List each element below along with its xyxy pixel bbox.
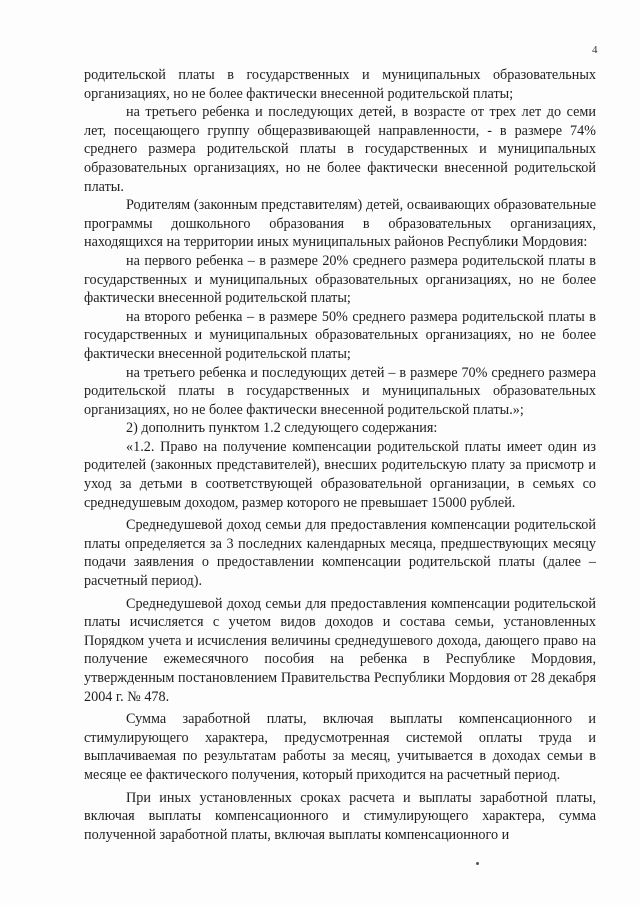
paragraph: Среднедушевой доход семьи для предоставления компенсации родительской платы исчисляется с учетом видов доходов и состава семьи, установленных Порядком учета и исчисления величины среднедушевого дохода, дающего право на получение ежемесячного пособия на ребенка в Республике Мордовия, утвержденным постановлением Правительства Республики Мордовия от 28 декабря 2004 г. № 478.	[84, 595, 596, 705]
scan-speck	[476, 862, 479, 865]
paragraph: родительской платы в государственных и муниципальных образовательных организациях, но не более фактически внесенной родительской платы;	[84, 67, 596, 102]
page-number: 4	[592, 44, 598, 56]
paragraph: «1.2. Право на получение компенсации родительской платы имеет один из родителей (законных представителей), внесших родительскую плату за присмотр и уход за детьми в соответствующей образовательной организации, в семьях со среднедушевым доходом, размер которого не превышает 15000 рублей.	[84, 438, 596, 511]
paragraph: Среднедушевой доход семьи для предоставления компенсации родительской платы определяется за 3 последних календарных месяца, предшествующих месяцу подачи заявления о предоставлении компенсации родительской платы (далее – расчетный период).	[84, 517, 596, 590]
paragraph: Сумма заработной платы, включая выплаты компенсационного и стимулирующего характера, предусмотренная системой оплаты труда и выплачиваемая по результатам работы за месяц, учитывается в доходах семьи в месяце ее фактического получения, который приходится на расчетный период.	[84, 711, 596, 783]
paragraph: на третьего ребенка и последующих детей – в размере 70% среднего размера родительской платы в государственных и муниципальных образовательных организациях, но не более фактически внесенной родительской платы.»;	[84, 364, 596, 418]
document-body	[84, 66, 596, 844]
paragraph: 2) дополнить пунктом 1.2 следующего содержания:	[126, 420, 438, 437]
paragraph: на первого ребенка – в размере 20% среднего размера родительской платы в государственных и муниципальных образовательных организациях, но не более фактически внесенной родительской платы;	[84, 252, 596, 307]
paragraph: на третьего ребенка и последующих детей, в возрасте от трех лет до семи лет, посещающего группу общеразвивающей направленности, - в размере 74% среднего размера родительской платы в государственных и муниципальных образовательных организациях, но не более фактически внесенной родительской платы.	[84, 104, 596, 195]
paragraph: При иных установленных сроках расчета и выплаты заработной платы, включая выплаты компенсационного и стимулирующего характера, сумма полученной заработной платы, включая выплаты компенсационного и	[84, 789, 596, 843]
paragraph: Родителям (законным представителям) детей, осваивающих образовательные программы дошкольного образования в образовательных организациях, находящихся на территории иных муниципальных районов Республики Мордовия:	[84, 197, 596, 251]
paragraph: на второго ребенка – в размере 50% среднего размера родительской платы в государственных и муниципальных образовательных организациях, но не более фактически внесенной родительской платы;	[84, 308, 596, 362]
